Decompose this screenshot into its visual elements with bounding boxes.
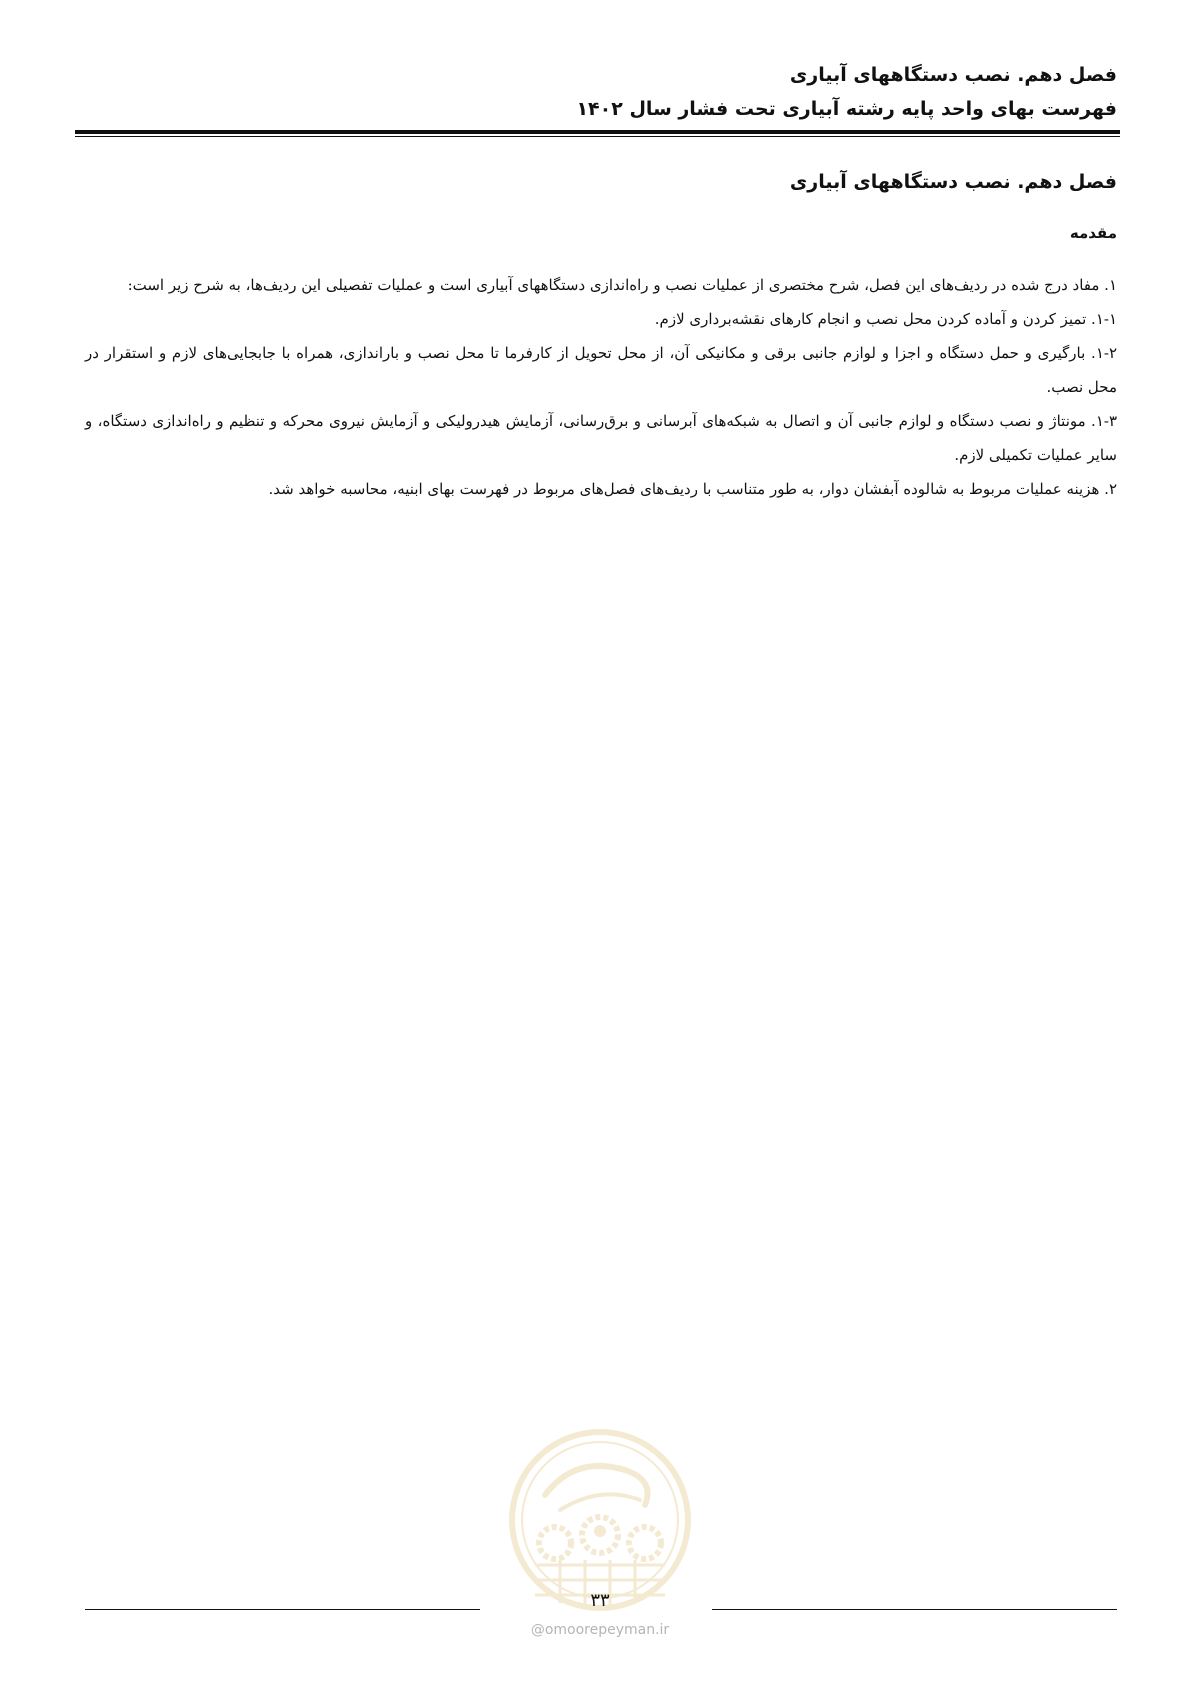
paragraph-item-2: ۲. هزینه عملیات مربوط به شالوده آبفشان دوار، به طور متناسب با ردیف‌های فصل‌های مربوط در فهرست بهای ابنیه، محاسبه خواهد شد. <box>268 480 1117 498</box>
header-divider-thick <box>75 130 1120 134</box>
page-number: ۳۳ <box>590 1590 610 1611</box>
footer-divider-left <box>85 1609 480 1610</box>
header-chapter-title: فصل دهم. نصب دستگاههای آبیاری <box>789 64 1117 86</box>
body-text <box>85 268 1117 506</box>
footer-divider-right <box>712 1609 1117 1610</box>
header-divider-thin <box>75 136 1120 137</box>
paragraph-item-1: ۱. مفاد درج شده در ردیف‌های این فصل، شرح مختصری از عملیات نصب و راه‌اندازی دستگاههای آبیاری است و عملیات تفصیلی این ردیف‌ها، به شرح زیر است: <box>127 276 1117 294</box>
header-catalog-title: فهرست بهای واحد پایه رشته آبیاری تحت فشار سال ۱۴۰۲ <box>576 98 1117 120</box>
watermark-logo-icon <box>505 1425 695 1615</box>
chapter-title: فصل دهم. نصب دستگاههای آبیاری <box>789 171 1117 193</box>
footer-url: @omoorepeyman.ir <box>530 1622 670 1638</box>
paragraph-item-1-3: ۱-۳. مونتاژ و نصب دستگاه و لوازم جانبی آن و اتصال به شبکه‌های آبرسانی و برق‌رسانی، آزمایش هیدرولیکی و آزمایش نیروی محرکه و تنظیم و راه‌اندازی دستگاه، و سایر عملیات تکمیلی لازم. <box>85 412 1117 464</box>
main-content <box>85 160 1117 506</box>
page-header <box>85 58 1117 126</box>
intro-heading: مقدمه <box>1069 224 1117 242</box>
paragraph-item-1-1: ۱-۱. تمیز کردن و آماده کردن محل نصب و انجام کارهای نقشه‌برداری لازم. <box>654 310 1117 328</box>
paragraph-item-1-2: ۱-۲. بارگیری و حمل دستگاه و اجزا و لوازم جانبی برقی و مکانیکی آن، از محل تحویل از کارفرما تا محل نصب و باراندازی، همراه با جابجایی‌های لازم و استقرار در محل نصب. <box>85 344 1117 396</box>
